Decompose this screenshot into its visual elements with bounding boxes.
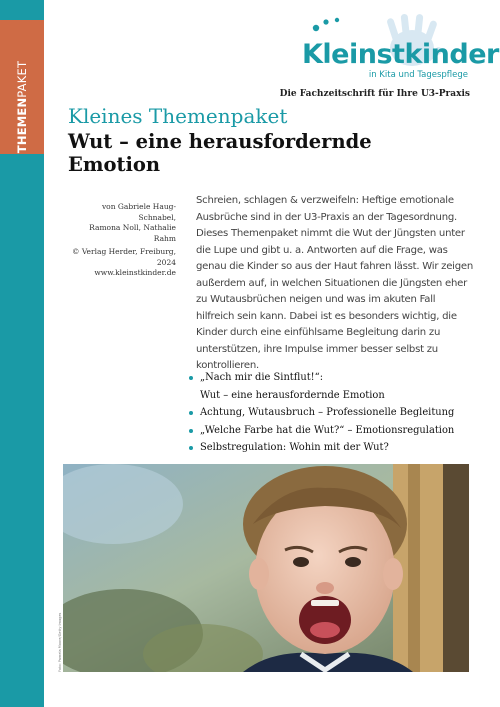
author-line: von Gabriele Haug-Schnabel, bbox=[101, 202, 176, 222]
photo-credit: Foto: Pamela Moore/Getty Images bbox=[58, 612, 62, 672]
contents-list bbox=[188, 369, 478, 457]
bullet-icon bbox=[189, 446, 193, 450]
article-title: Wut – eine herausfordernde Emotion bbox=[68, 130, 372, 176]
photo-illustration bbox=[63, 464, 469, 672]
kleinstkinder-logo[interactable] bbox=[296, 14, 499, 88]
bullet-icon bbox=[189, 411, 193, 415]
brand-tagline: Die Fachzeitschrift für Ihre U3-Praxis bbox=[279, 89, 470, 99]
themenpaket-tab bbox=[0, 20, 44, 154]
author-credits bbox=[68, 202, 176, 244]
themenpaket-label: THEMENPAKET bbox=[15, 60, 29, 154]
brand-name: Kleinstkinder bbox=[302, 39, 499, 70]
contents-item: Achtung, Wutausbruch – Professionelle Begleitung bbox=[188, 404, 478, 422]
bullet-icon bbox=[189, 429, 193, 433]
bullet-icon bbox=[189, 376, 193, 380]
copyright-line: © Verlag Herder, Freiburg, 2024 bbox=[71, 247, 176, 267]
contents-item: „Welche Farbe hat die Wut?“ – Emotionsregulation bbox=[188, 422, 478, 440]
angry-toddler-photo bbox=[63, 464, 469, 672]
sidebar-stripe bbox=[0, 0, 44, 707]
author-line: Ramona Noll, Nathalie Rahm bbox=[89, 223, 176, 243]
contents-item-continuation: Wut – eine herausfordernde Emotion bbox=[200, 389, 385, 401]
website-link[interactable]: www.kleinstkinder.de bbox=[94, 268, 176, 277]
brand-subtitle: in Kita und Tagespflege bbox=[368, 70, 468, 80]
series-title: Kleines Themenpaket bbox=[68, 104, 288, 128]
contents-item: Selbstregulation: Wohin mit der Wut? bbox=[188, 439, 478, 457]
publisher-credits bbox=[68, 247, 176, 279]
intro-paragraph: Schreien, schlagen & verzweifeln: Heftige emotionale Ausbrüche sind in der U3-Praxis an der Tagesordnung. Dieses Themenpaket nimmt die Wut der Jüngsten unter die Lupe und gibt u. a. Antworten auf die Frage, was genau die Kinder so aus der Haut fahren lässt. Wir zeigen außerdem auf, in welchen Situationen die Jüngsten eher zu Wutausbrüchen neigen und was im akuten Fall hilfreich sein kann. Dabei ist es besonders wichtig, die Kinder durch eine einfühlsame Begleitung darin zu unterstützen, ihre Impulse immer besser selbst zu kontrollieren. bbox=[196, 195, 473, 371]
contents-item: „Nach mir die Sintflut!“: bbox=[188, 369, 478, 387]
